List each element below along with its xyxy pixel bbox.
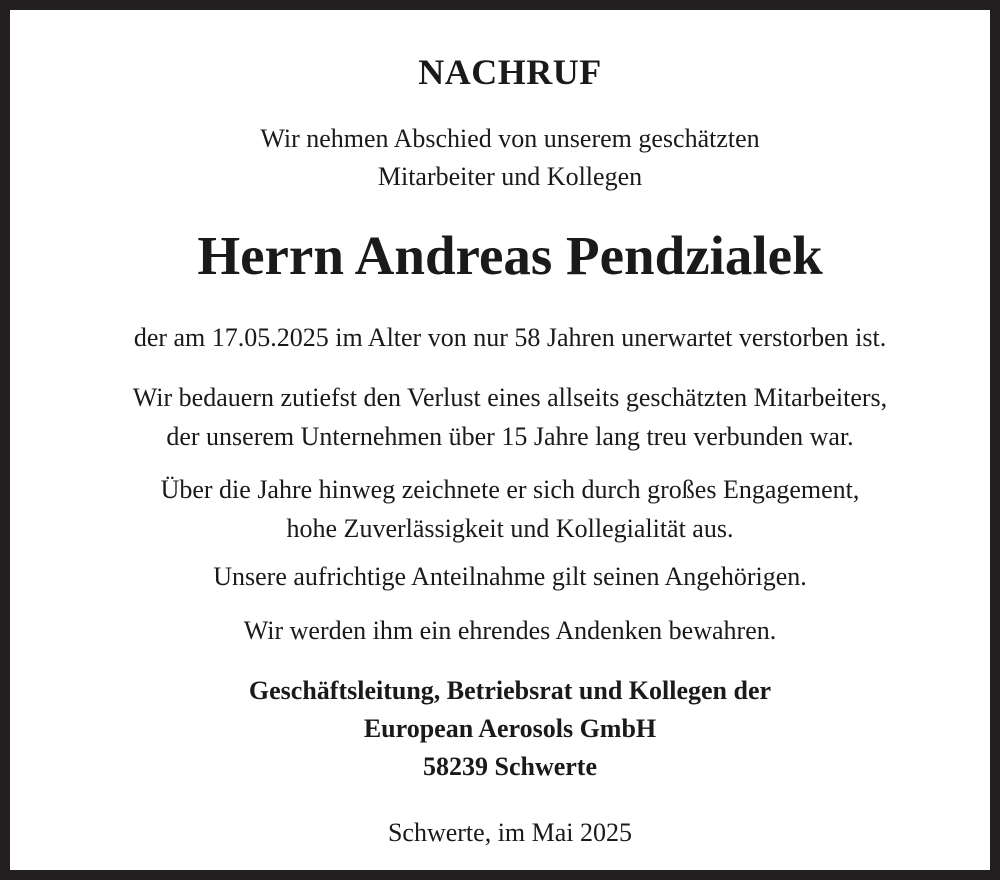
place-date: Schwerte, im Mai 2025 [387,818,633,847]
obituary-title: NACHRUF [418,52,602,92]
death-statement [20,318,1000,357]
loss-paragraph [20,378,1000,456]
deceased-name: Herrn Andreas Pendzialek [197,225,823,286]
intro-line-1: Wir nehmen Abschied von unserem geschätzten [260,124,760,153]
signoff-line-3: 58239 Schwerte [422,752,597,781]
remembrance-line: Wir werden ihm ein ehrendes Andenken bewahren. [243,616,777,645]
condolence-line: Unsere aufrichtige Anteilnahme gilt seinen Angehörigen. [213,562,807,591]
merit-paragraph [20,470,1000,548]
intro-line-2: Mitarbeiter und Kollegen [377,162,643,191]
signoff-block [20,672,1000,786]
loss-line-1: Wir bedauern zutiefst den Verlust eines allseits geschätzten Mitarbeiters, [132,383,888,412]
intro-text [20,120,1000,196]
condolence-paragraph [20,557,1000,596]
remembrance-paragraph [20,611,1000,650]
merit-line-1: Über die Jahre hinweg zeichnete er sich durch großes Engagement, [160,475,860,504]
signoff-line-2: European Aerosols GmbH [363,714,657,743]
death-line: der am 17.05.2025 im Alter von nur 58 Jahren unerwartet verstorben ist. [133,323,887,352]
loss-line-2: der unserem Unternehmen über 15 Jahre lang treu verbunden war. [166,422,854,451]
signoff-line-1: Geschäftsleitung, Betriebsrat und Kollegen der [248,676,772,705]
merit-line-2: hohe Zuverlässigkeit und Kollegialität aus. [286,514,734,543]
